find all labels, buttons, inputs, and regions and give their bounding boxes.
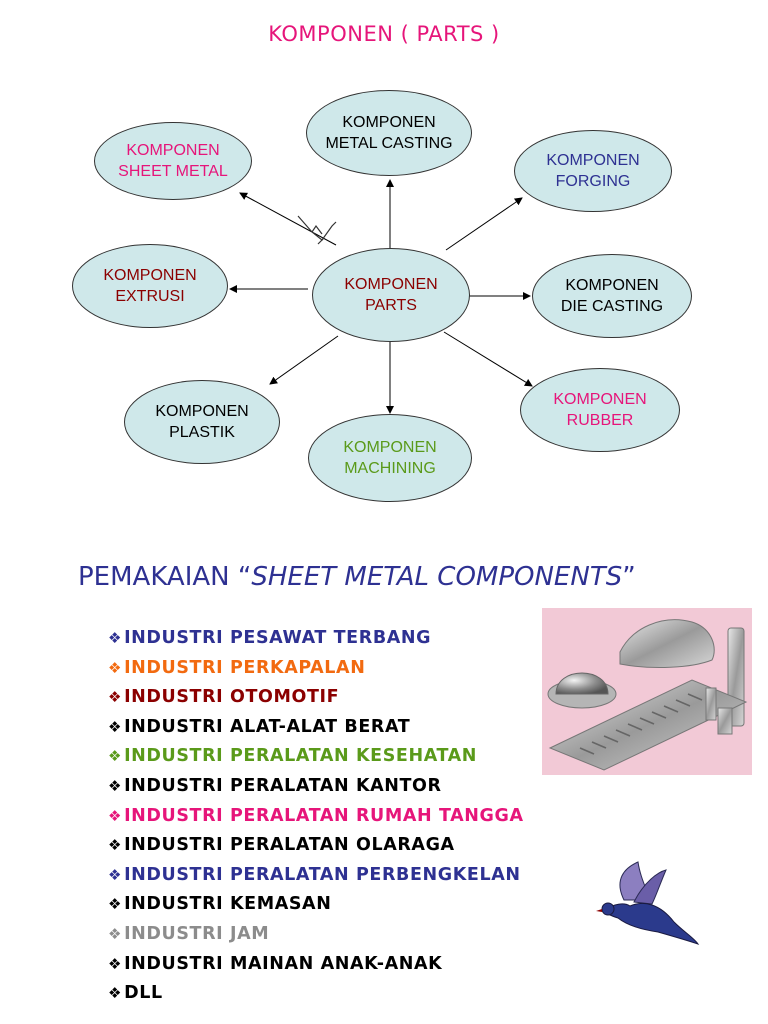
diamond-bullet-icon: ❖ [108,747,123,766]
node-plastik-line1: KOMPONEN [155,403,249,420]
industry-list-item [108,861,524,891]
diamond-bullet-icon: ❖ [108,658,123,677]
industry-list-item [108,742,524,772]
node-machining-line2: MACHINING [344,460,436,477]
node-rubber [520,368,680,452]
node-die-casting-line2: DIE CASTING [560,298,664,315]
industry-label: DLL [124,983,163,1004]
arrow-to-forging [446,198,522,250]
diamond-bullet-icon: ❖ [108,954,123,973]
industry-list-item [108,979,524,1009]
section-heading-emphasis: SHEET METAL COMPONENTS [251,562,623,592]
industry-list-item [108,950,524,980]
section-heading-suffix: ” [622,562,636,592]
node-sheet-metal-line2: SHEET METAL [118,163,228,180]
node-forging-line2: FORGING [555,173,631,190]
industry-list-item [108,802,524,832]
industry-list-item [108,890,524,920]
industry-label: INDUSTRI ALAT-ALAT BERAT [124,716,411,737]
diamond-bullet-icon: ❖ [108,688,123,707]
node-parts-line1: KOMPONEN [344,276,438,293]
arrow-to-rubber [444,332,532,386]
industry-label: INDUSTRI PERKAPALAN [124,657,366,678]
diamond-bullet-icon: ❖ [108,984,123,1003]
industry-list-item [108,683,524,713]
section-heading-prefix: PEMAKAIAN “ [78,562,252,592]
industry-label: INDUSTRI JAM [124,923,270,944]
industry-list-item [108,772,524,802]
industry-label: INDUSTRI PESAWAT TERBANG [124,628,432,648]
node-forging [514,130,672,212]
industry-list-item [108,831,524,861]
sheet-metal-parts-photo [542,608,752,775]
node-metal-casting-line2: METAL CASTING [325,135,453,152]
node-machining [308,414,472,502]
node-sheet-metal [94,122,252,200]
industry-list-item [108,920,524,950]
flying-bird-icon [594,860,704,950]
industry-label: INDUSTRI PERALATAN KESEHATAN [124,746,478,767]
diamond-bullet-icon: ❖ [108,836,123,855]
node-plastik-line2: PLASTIK [169,424,235,441]
industry-label: INDUSTRI PERALATAN KANTOR [124,775,442,796]
node-forging-line1: KOMPONEN [546,152,640,169]
page-title: KOMPONEN ( PARTS ) [268,22,500,46]
node-extrusi [72,244,228,328]
diamond-bullet-icon: ❖ [108,717,123,736]
diamond-bullet-icon: ❖ [108,806,123,825]
diamond-bullet-icon: ❖ [108,924,123,943]
pen-pointer-icon [298,216,336,244]
section-heading [78,562,636,592]
node-plastik [124,380,280,464]
industry-label: INDUSTRI PERALATAN RUMAH TANGGA [124,805,524,826]
industry-label: INDUSTRI OTOMOTIF [124,687,340,708]
arrow-to-sheet-metal [240,193,336,245]
node-parts-center [312,248,470,342]
node-metal-casting [306,90,472,176]
diamond-bullet-icon: ❖ [108,776,123,795]
diamond-bullet-icon: ❖ [108,629,123,647]
industry-list-item [108,624,524,654]
node-machining-line1: KOMPONEN [343,439,437,456]
node-rubber-line1: KOMPONEN [553,391,647,408]
diamond-bullet-icon: ❖ [108,865,123,884]
node-metal-casting-line1: KOMPONEN [342,114,436,131]
node-parts-line2: PARTS [365,297,417,314]
industry-list [108,624,524,1009]
industry-label: INDUSTRI PERALATAN PERBENGKELAN [124,864,521,885]
industry-label: INDUSTRI MAINAN ANAK-ANAK [124,953,443,974]
node-sheet-metal-line1: KOMPONEN [126,142,220,159]
diamond-bullet-icon: ❖ [108,895,123,914]
node-die-casting [532,254,692,338]
node-rubber-line2: RUBBER [566,412,634,429]
node-extrusi-line2: EXTRUSI [115,288,185,305]
industry-label: INDUSTRI KEMASAN [124,894,332,915]
node-die-casting-line1: KOMPONEN [565,277,659,294]
arrow-to-plastik [270,336,338,384]
industry-label: INDUSTRI PERALATAN OLARAGA [124,835,455,856]
industry-list-item [108,713,524,743]
industry-list-item [108,654,524,684]
node-extrusi-line1: KOMPONEN [103,267,197,284]
